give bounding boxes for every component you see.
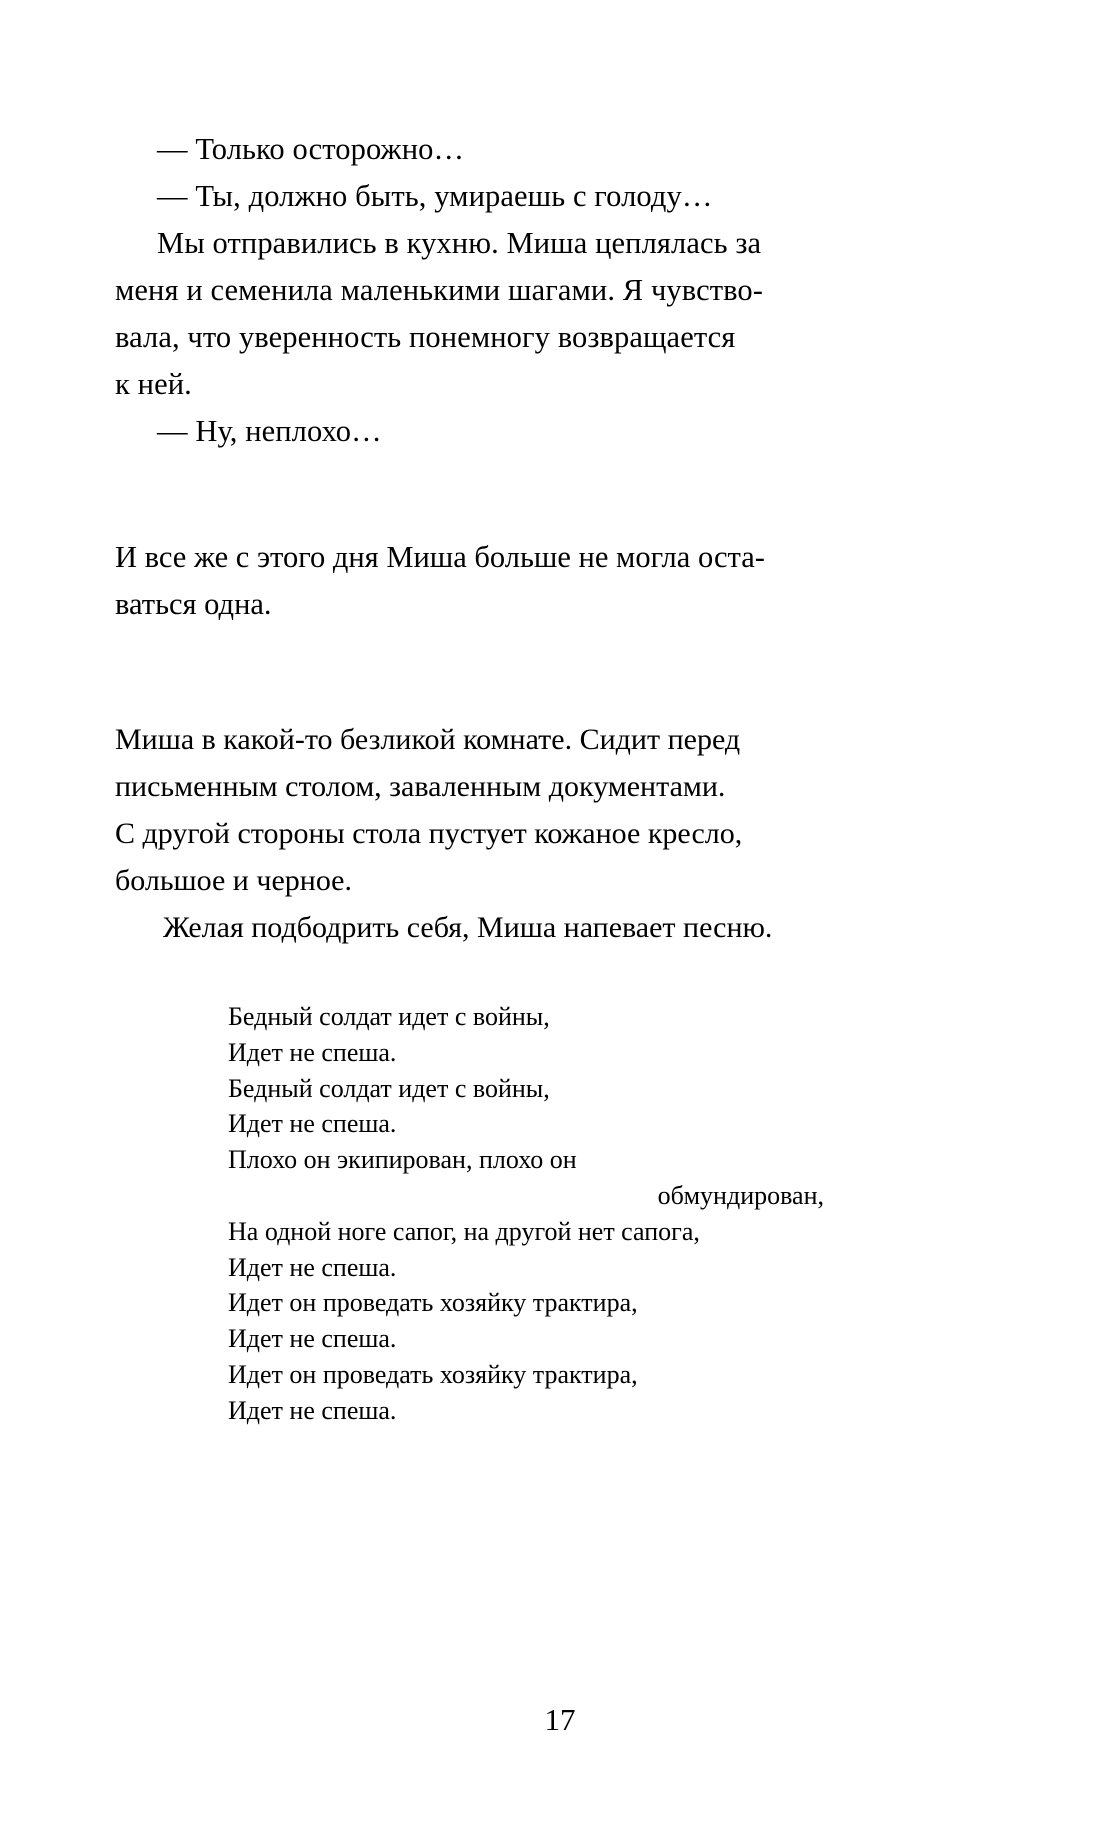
dialogue-paragraph <box>115 126 820 455</box>
dialogue-line: меня и семенила маленькими шагами. Я чувство- <box>115 273 764 307</box>
dialogue-line: к ней. <box>115 367 192 401</box>
stage-direction-paragraph <box>115 716 820 951</box>
dialogue-line: вала, что уверенность понемногу возвращается <box>115 320 736 354</box>
dialogue-line: — Ты, должно быть, умираешь с голоду… <box>157 179 713 213</box>
song-line: Идет не спеша. <box>228 1324 397 1354</box>
page-number: 17 <box>544 1702 576 1737</box>
song-line: Бедный солдат идет с войны, <box>228 1073 550 1103</box>
stage-line: большое и черное. <box>115 864 352 897</box>
song-line: Бедный солдат идет с войны, <box>228 1002 550 1031</box>
dialogue-line: — Ну, неплохо… <box>157 414 382 448</box>
song-line: Идет он проведать хозяйку трактира, <box>228 1359 638 1389</box>
narrative-paragraph <box>115 534 820 628</box>
stage-line: Желая подбодрить себя, Миша напевает песню. <box>163 911 773 944</box>
dialogue-line: — Только осторожно… <box>157 132 465 166</box>
song-line: Плохо он экипирован, плохо он <box>228 1145 577 1175</box>
stage-line: С другой стороны стола пустует кожаное кресло, <box>115 817 743 850</box>
dialogue-line: Мы отправились в кухню. Миша цеплялась за <box>157 226 762 260</box>
stage-line: письменным столом, заваленным документами. <box>115 770 726 803</box>
song-line-runover: обмундирован, <box>657 1180 824 1210</box>
narrative-line: И все же с этого дня Миша больше не могла оста- <box>115 540 765 574</box>
song-line: Идет не спеша. <box>228 1109 397 1139</box>
stage-line: Миша в какой-то безликой комнате. Сидит перед <box>115 723 741 756</box>
song-verse <box>228 999 828 1429</box>
song-line: Идет он проведать хозяйку трактира, <box>228 1288 638 1318</box>
text-column <box>115 126 824 1429</box>
song-line: Идет не спеша. <box>228 1252 397 1282</box>
song-line: Идет не спеша. <box>228 1395 397 1425</box>
song-line: Идет не спеша. <box>228 1037 397 1067</box>
narrative-line: ваться одна. <box>115 587 272 621</box>
song-line: На одной ноге сапог, на другой нет сапога, <box>228 1216 700 1246</box>
